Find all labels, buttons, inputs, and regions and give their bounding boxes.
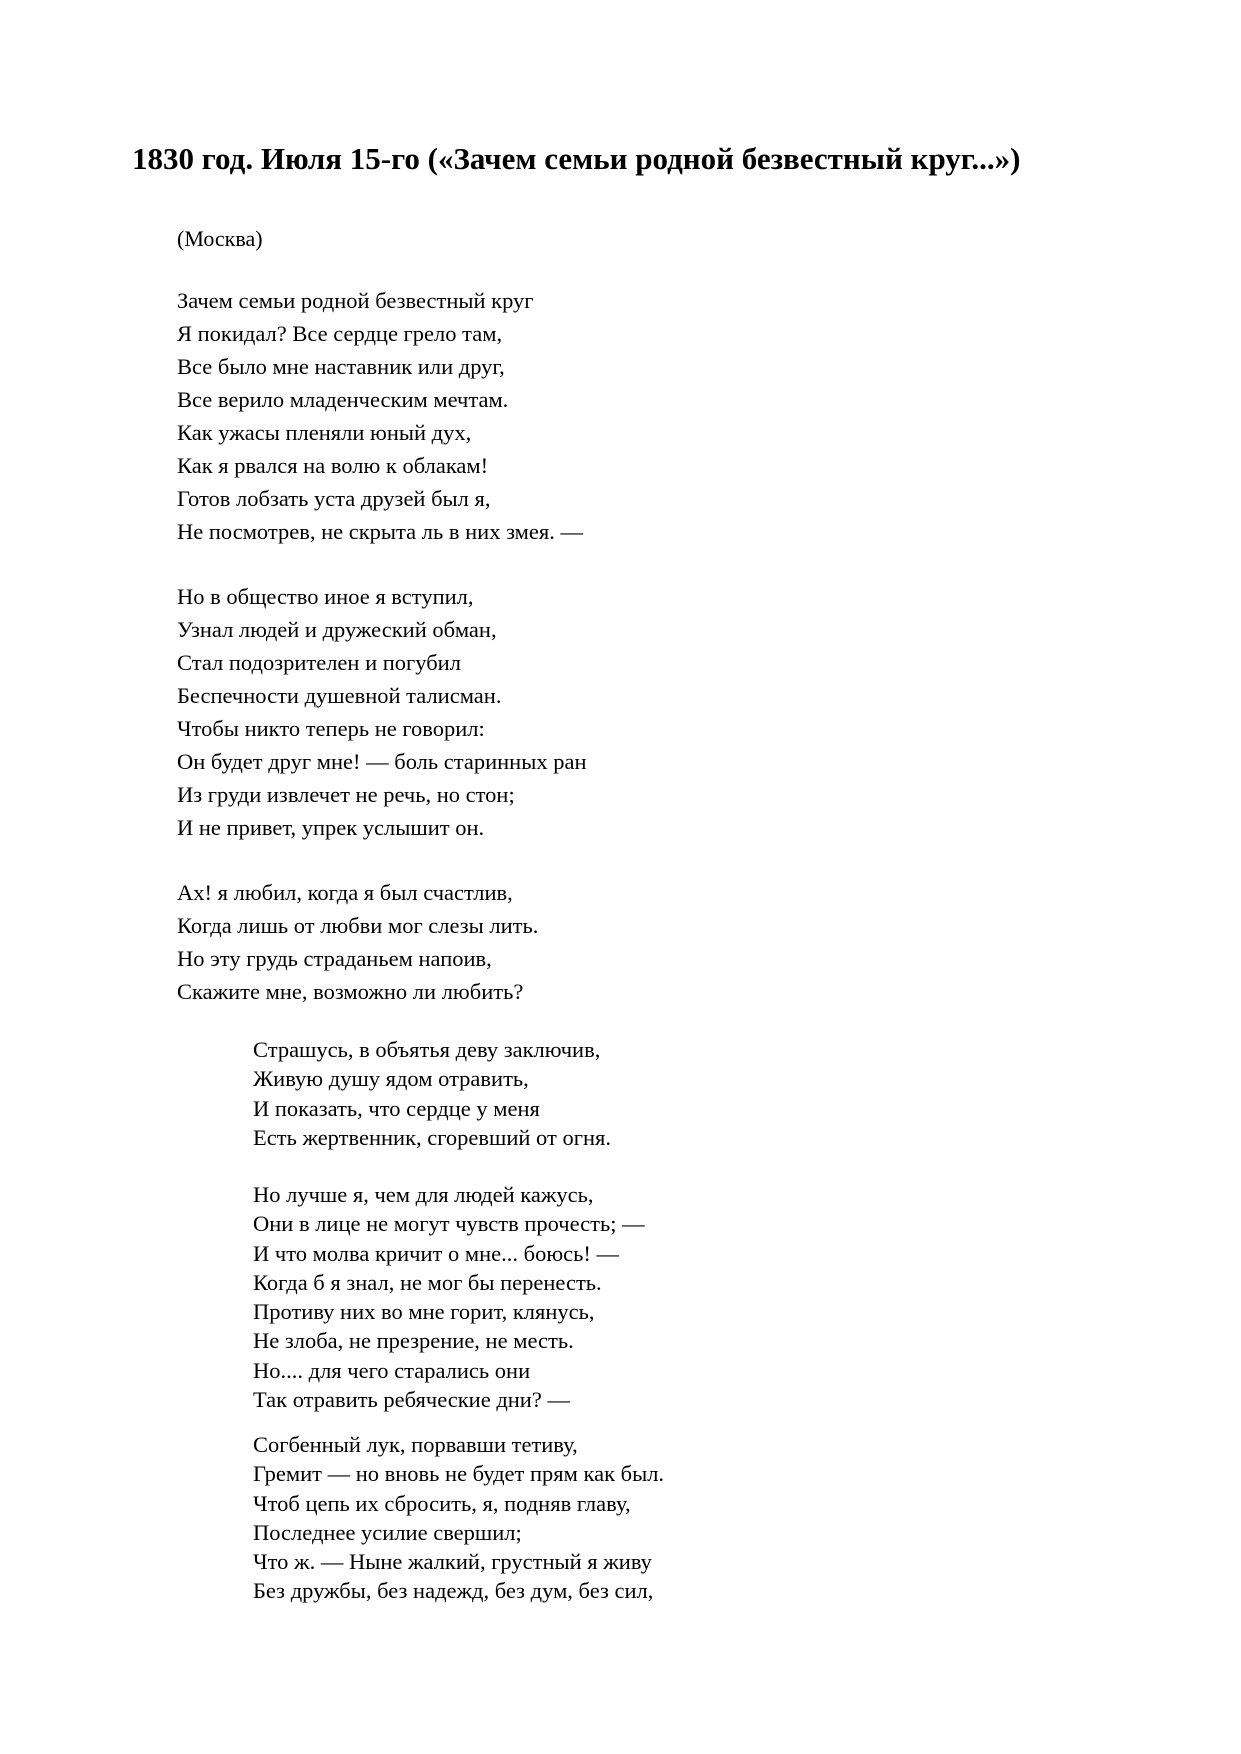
stanza-6 [253, 1430, 664, 1606]
verse-line: Чтоб цепь их сбросить, я, подняв главу, [253, 1490, 631, 1516]
verse-line: Все было мне наставник или друг, [177, 354, 505, 379]
verse-line: Без дружбы, без надежд, без дум, без сил, [253, 1578, 654, 1604]
stanza-4 [253, 1035, 611, 1152]
verse-line: Так отравить ребяческие дни? — [253, 1387, 570, 1413]
verse-line: И что молва кричит о мне... боюсь! — [253, 1240, 620, 1266]
verse-line: Не посмотрев, не скрыта ль в них змея. — [177, 519, 583, 544]
stanza-3 [177, 876, 538, 1008]
verse-line: Страшусь, в объятья деву заключив, [253, 1037, 601, 1062]
place-note: (Москва) [177, 226, 263, 251]
verse-line: Живую душу ядом отравить, [253, 1066, 529, 1092]
verse-line: Все верило младенческим мечтам. [177, 387, 509, 412]
verse-line: Узнал людей и дружеский обман, [177, 617, 497, 642]
verse-line: Последнее усилие свершил; [253, 1519, 522, 1545]
verse-line: Что ж. — Ныне жалкий, грустный я живу [253, 1549, 652, 1575]
verse-line: Но эту грудь страданьем напоив, [177, 946, 492, 971]
verse-line: И не привет, упрек услышит он. [177, 815, 485, 840]
verse-line: Как я рвался на волю к облакам! [177, 453, 489, 478]
verse-line: Он будет друг мне! — боль старинных ран [177, 749, 587, 774]
verse-line: Когда лишь от любви мог слезы лить. [177, 913, 539, 938]
verse-line: Стал подозрителен и погубил [177, 650, 461, 675]
verse-line: Но.... для чего старались они [253, 1357, 531, 1383]
verse-line: Готов лобзать уста друзей был я, [177, 486, 491, 511]
verse-line: Они в лице не могут чувств прочесть; — [253, 1211, 645, 1237]
stanza-2 [177, 580, 586, 844]
verse-line: Гремит — но вновь не будет прям как был. [253, 1461, 665, 1487]
verse-line: Ах! я любил, когда я был счастлив, [177, 880, 513, 905]
stanza-1 [177, 284, 583, 548]
verse-line: Есть жертвенник, сгоревший от огня. [253, 1124, 611, 1150]
verse-line: Как ужасы пленяли юный дух, [177, 420, 472, 445]
verse-line: Но лучше я, чем для людей кажусь, [253, 1182, 594, 1207]
verse-line: И показать, что сердце у меня [253, 1095, 540, 1121]
verse-line: Зачем семьи родной безвестный круг [177, 288, 534, 313]
verse-line: Не злоба, не презрение, не месть. [253, 1328, 574, 1354]
page-title: 1830 год. Июля 15-го («Зачем семьи родной безвестный круг...») [132, 140, 1021, 176]
verse-line: Скажите мне, возможно ли любить? [177, 979, 524, 1004]
stanza-5 [253, 1180, 645, 1414]
verse-line: Беспечности душевной талисман. [177, 683, 502, 708]
verse-line: Противу них во мне горит, клянусь, [253, 1299, 595, 1325]
verse-line: Чтобы никто теперь не говорил: [177, 716, 485, 741]
verse-line: Но в общество иное я вступил, [177, 584, 474, 609]
verse-line: Согбенный лук, порвавши тетиву, [253, 1432, 578, 1457]
verse-line: Я покидал? Все сердце грело там, [177, 321, 503, 346]
verse-line: Из груди извлечет не речь, но стон; [177, 782, 515, 807]
verse-line: Когда б я знал, не мог бы перенесть. [253, 1269, 602, 1295]
